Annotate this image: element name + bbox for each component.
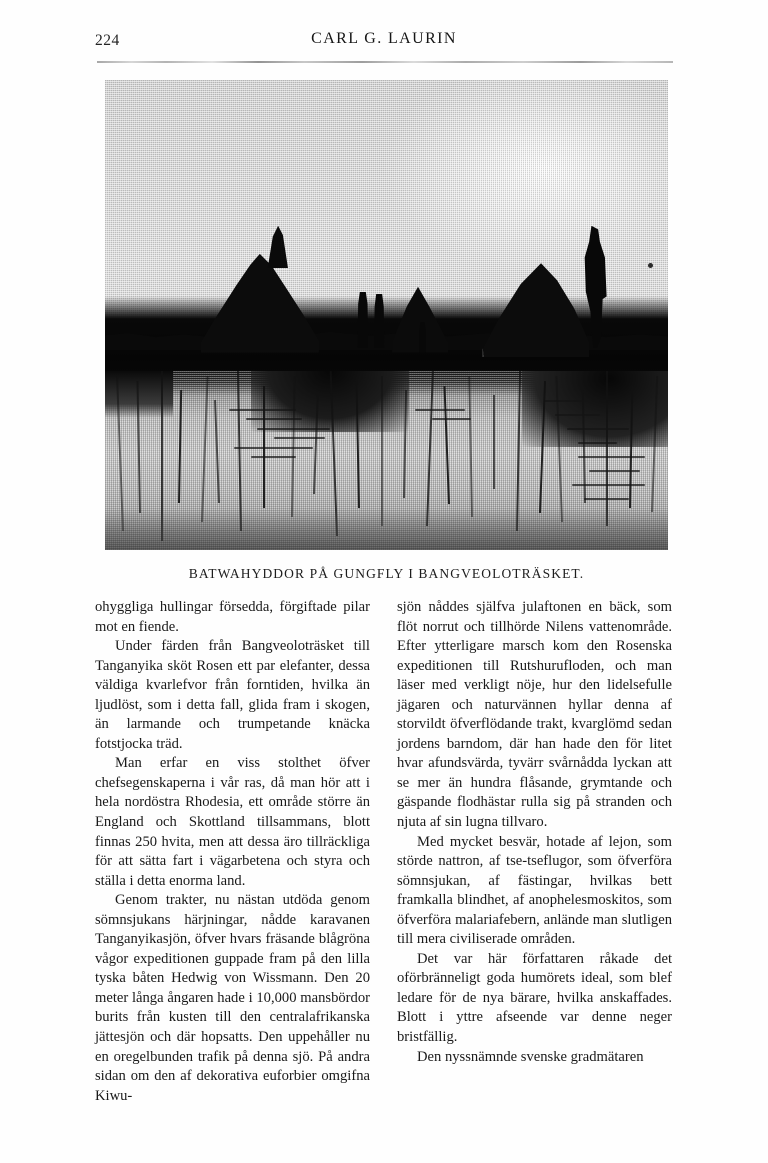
running-head xyxy=(95,30,673,54)
photo-ripple xyxy=(257,428,330,430)
header-rule xyxy=(97,61,673,63)
page-title: CARL G. LAURIN xyxy=(311,30,457,47)
photo-ripple xyxy=(415,409,466,411)
photo-ripple xyxy=(251,456,296,458)
left-column xyxy=(95,598,370,1104)
paragraph: Den nyssnämnde svenske gradmätaren xyxy=(417,1048,644,1065)
paragraph: sjön nåddes själfva julaftonen en bäck, som flöt norrut och tillhörde Nilens vattenområde. Efter ytterligare marsch kom den Rosenska expeditionen till Rutshurufloden, och man läser med verkligt nöje, hur den lidelsefulle jägaren och naturvännen hyllar denna af storvildt öfverflödande trakt, kvarglömd sedan jordens barndom, där han hade den för litet hvar afundsvärda, tyvärr svårnådda lyckan att se mer än hundra flåsande, grymtande och gäspande flodhästar rulla sig på stranden och njuta af sin lugna tillvaro. xyxy=(397,599,672,831)
photo-reed xyxy=(493,395,495,489)
photo-ripple xyxy=(567,428,629,430)
paragraph: Det var här författaren råkade det oförbränneligt goda humörets ideal, som blef ledare för de nya bärare, hvilka anskaffades. Blott i yttre afseende var denne neger bristfällig. xyxy=(397,950,672,1046)
photo-ripple xyxy=(584,498,629,500)
photo-ripple xyxy=(572,484,645,486)
paragraph: Med mycket besvär, hotade af lejon, som störde nattron, af tse-tseflugor, som öfverföra sömnsjukan, af fästingar, hvilkas bett framkalla blindhet, af anophelesmoskitos, som öfverföra malariafebern, anlände man slutligen till mera civiliserade områden. xyxy=(397,833,672,948)
photo-ripple xyxy=(234,447,313,449)
figure-caption: BATWAHYDDOR PÅ GUNGFLY I BANGVEOLOTRÄSKET. xyxy=(188,566,585,581)
paragraph: ohyggliga hullingar försedda, förgiftade pilar mot en fiende. xyxy=(95,599,370,635)
photo-reed xyxy=(381,376,383,526)
photo-ripple xyxy=(555,414,600,416)
page-number: 224 xyxy=(95,32,120,49)
photo-ripple xyxy=(229,409,297,411)
photo-ripple xyxy=(274,437,325,439)
figure-photograph xyxy=(105,80,668,550)
photo-ripple xyxy=(578,456,646,458)
photo-ripple xyxy=(544,400,600,402)
body-columns xyxy=(95,598,673,1104)
photo-ripple xyxy=(578,442,617,444)
photo-bottom-shadow xyxy=(105,508,668,550)
paragraph: Man erfar en viss stolthet öfver chefsegenskaperna i vår ras, då man hör att i hela nordöstra Rhodesia, ett område större än England och Skottland tillsammans, blott finnas 250 hvita, men att dessa äro tillräckliga för att sätta fart i vägarbetena och styra och ställa i detta enorma land. xyxy=(95,755,370,889)
photo-reed xyxy=(606,371,608,526)
paragraph: Genom trakter, nu nästan utdöda genom sömnsjukans härjningar, nådde karavanen Tanganyikasjön, öfver hvars fräsande blågröna vågor expeditionen guppade fram på den lilla tyska båten Hedwig von Wissmann. Den 20 meter långa ångaren hade i 10,000 mansbördor burits från kusten till den centralafrikanska jättesjön och där hopsatts. Den uppehåller nu en oregelbunden trafik på denna sjö. På andra sidan om den af dekorativa euforbier omgifna Kiwu- xyxy=(95,892,370,1104)
right-column xyxy=(397,598,672,1098)
paragraph: Under färden från Bangveoloträsket till Tanganyika sköt Rosen ett par elefanter, dessa väldiga kvarlefvor från forntiden, hvilka än ljudlöst, som i detta fall, glida fram i skogen, än larmande och trumpetande knäcka fotstjocka träd. xyxy=(95,638,370,752)
photo-ripple xyxy=(589,470,640,472)
photo-canvas xyxy=(105,80,668,550)
